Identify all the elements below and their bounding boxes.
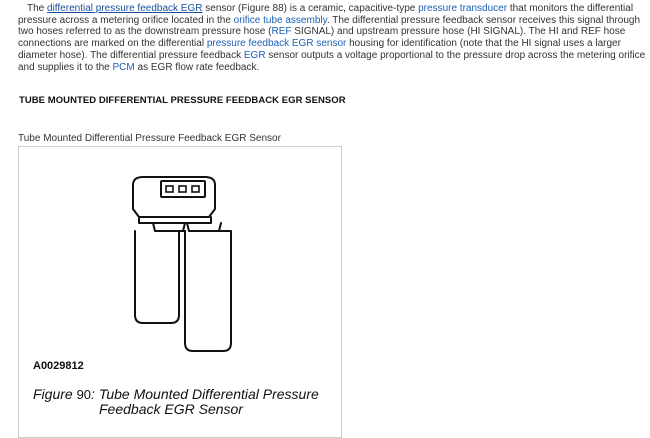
figure-caption: Tube Mounted Differential Pressure Feedback EGR Sensor — [18, 133, 281, 144]
link-egr[interactable]: EGR — [243, 49, 266, 61]
link-differential-pressure-feedback-egr[interactable]: differential pressure feedback EGR — [47, 3, 203, 14]
para-text-6: housing for identification (note that the HI signal uses a larger diameter hose). The differential pressure feedback — [18, 38, 621, 61]
hose-port-right — [187, 223, 221, 231]
figure-id-label: A0029812 — [33, 360, 84, 372]
para-text-2: sensor (Figure 88) is a ceramic, capacitive-type — [202, 3, 419, 14]
para-text-7: sensor outputs a voltage proportional to the pressure drop across the metering orifice and supplies it to the — [18, 49, 646, 73]
hose-port-left — [153, 223, 185, 231]
para-text-5: SIGNAL) and upstream pressure hose (HI SIGNAL). The HI and REF hose connections are marked on the differential — [18, 26, 626, 50]
link-pcm[interactable]: PCM — [112, 61, 135, 73]
figure-title-text-1: : Tube Mounted Differential Pressure — [91, 386, 319, 402]
link-orifice-tube-assembly[interactable]: orifice tube assembly — [233, 14, 327, 26]
link-ref[interactable]: REF — [271, 26, 292, 38]
para-text-1: The — [27, 3, 48, 14]
link-pressure-feedback-egr-sensor[interactable]: pressure feedback EGR sensor — [206, 38, 347, 50]
hose-right — [179, 231, 231, 351]
description-paragraph — [18, 3, 650, 73]
figure-title-number: 90 — [76, 387, 92, 402]
connector-pin-2 — [179, 186, 186, 192]
figure-title — [33, 387, 319, 417]
section-heading: TUBE MOUNTED DIFFERENTIAL PRESSURE FEEDBACK EGR SENSOR — [19, 95, 346, 106]
figure-title-line-2: Feedback EGR Sensor — [99, 401, 243, 417]
para-text-8: as EGR flow rate feedback. — [134, 61, 260, 73]
figure-box — [18, 146, 342, 438]
para-text-4: . The differential pressure feedback sensor receives this signal through two hoses referred to as the downstream pressure hose ( — [18, 14, 641, 38]
connector-pin-3 — [192, 186, 199, 192]
connector-pin-1 — [166, 186, 173, 192]
figure-title-line-1 — [33, 387, 319, 402]
hose-left — [135, 231, 179, 323]
para-text-3: that monitors the differential pressure across a metering orifice located in the — [18, 3, 634, 26]
link-pressure-transducer[interactable]: pressure transducer — [418, 3, 508, 14]
figure-title-prefix: Figure — [33, 386, 77, 402]
